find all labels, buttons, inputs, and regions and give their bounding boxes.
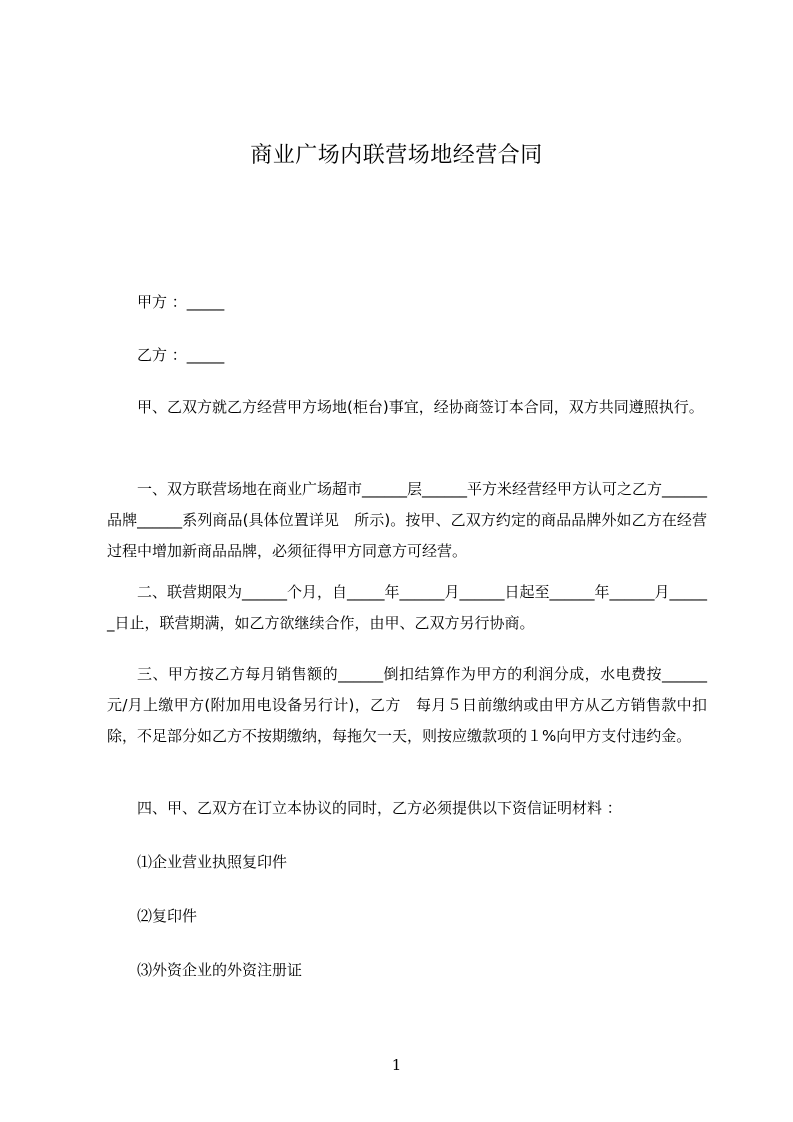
page-number: 1	[391, 1056, 402, 1074]
list-item-copy: ⑵复印件	[137, 907, 198, 925]
clause-4-paragraph: 四、甲、乙双方在订立本协议的同时，乙方必须提供以下资信证明材料 ：	[137, 799, 622, 817]
list-item-business-license: ⑴企业营业执照复印件	[137, 853, 288, 871]
clause-1-paragraph: 一、双方联营场地在商业广场超市______层______平方米经营经甲方认可之乙方______品牌______系列商品(具体位置详见 所示)。按甲、乙双方约定的商品品牌外如乙方在经营过程中增加新商品品牌，必须征得甲方同意方可经营。	[107, 480, 708, 560]
intro-paragraph: 甲、乙双方就乙方经营甲方场地(柜台)事宜，经协商签订本合同，双方共同遵照执行。	[137, 398, 704, 416]
clause-3-paragraph: 三、甲方按乙方每月销售额的______倒扣结算作为甲方的利润分成，水电费按______元/月上缴甲方(附加用电设备另行计)，乙方 每月５日前缴纳或由甲方从乙方销售款中扣除，不足部分如乙方不按期缴纳，每拖欠一天，则按应缴款项的１%向甲方支付违约金。	[107, 665, 707, 745]
party-a-line: 甲方 ：_____	[137, 293, 225, 311]
party-b-line: 乙方 ：_____	[137, 346, 225, 364]
clause-2-paragraph: 二、联营期限为______个月，自_____年______月______日起至______年______月______日止，联营期满，如乙方欲继续合作，由甲、乙双方另行协商。	[107, 583, 708, 632]
document-title: 商业广场内联营场地经营合同	[250, 143, 543, 168]
list-item-foreign-registration: ⑶外资企业的外资注册证	[137, 961, 303, 979]
